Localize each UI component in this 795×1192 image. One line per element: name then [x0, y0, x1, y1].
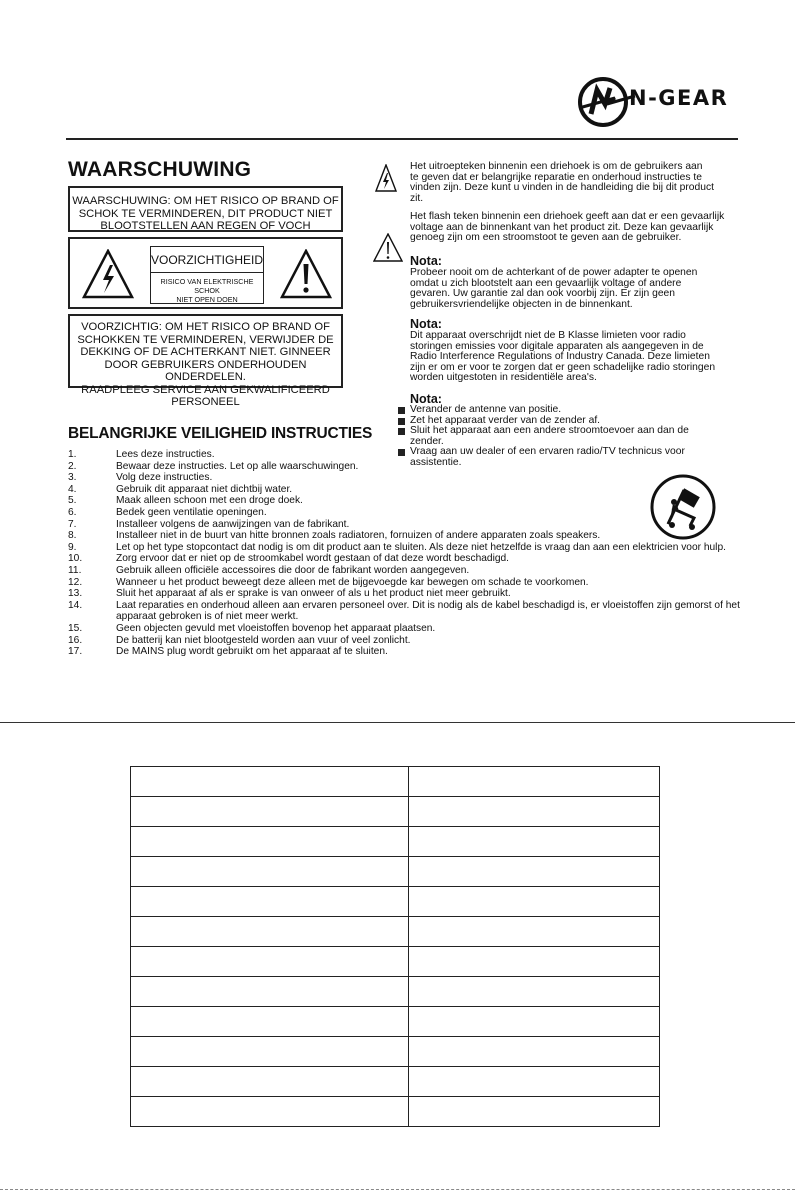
item-text: Gebruik alleen officiële accessoires die door de fabrikant worden aangegeven.	[116, 564, 470, 576]
table-cell	[409, 887, 660, 917]
table-row	[131, 1007, 660, 1037]
caution-title: VOORZICHTIGHEID	[151, 247, 263, 273]
item-text: Installeer volgens de aanwijzingen van de fabrikant.	[116, 518, 350, 530]
list-item	[68, 507, 748, 519]
list-item	[68, 495, 748, 507]
table-cell	[409, 1007, 660, 1037]
item-number: 11.	[68, 564, 82, 576]
table-cell	[409, 1097, 660, 1127]
text-line: gevaren. Uw garantie zal dan ook voorbij zijn. Er zijn geen	[410, 288, 676, 300]
table-cell	[131, 767, 409, 797]
list-item	[68, 600, 748, 623]
item-number: 14.	[68, 599, 83, 611]
table-cell	[131, 827, 409, 857]
item-number: 16.	[68, 634, 83, 646]
list-item	[68, 519, 748, 531]
item-number: 12.	[68, 576, 83, 588]
text-line: Sluit het apparaat aan een andere stroomtoevoer aan dan de	[410, 425, 689, 437]
table-row	[131, 857, 660, 887]
text-line: Verander de antenne van positie.	[410, 404, 562, 415]
item-text: Bedek geen ventilatie openingen.	[116, 506, 267, 518]
table-cell	[409, 917, 660, 947]
table-cell	[131, 1037, 409, 1067]
warning-line: DOOR GEBRUIKERS ONDERHOUDEN ONDERDELEN.	[104, 358, 307, 383]
warning-box-symbols	[68, 237, 343, 309]
table-cell	[131, 917, 409, 947]
page-cut-line	[0, 1189, 795, 1190]
square-bullet-icon	[398, 407, 405, 414]
logo-text: N-GEAR	[629, 86, 729, 110]
text-line: Het uitroepteken binnenin een driehoek is om de gebruikers aan	[410, 161, 703, 172]
item-number: 4.	[68, 483, 77, 495]
warning-line: VOORZICHTIG: OM HET RISICO OP BRAND OF	[81, 321, 330, 333]
table-cell	[409, 1067, 660, 1097]
item-text: apparaat gebroken is of niet meer werkt.	[116, 611, 299, 623]
lightning-triangle-icon	[375, 164, 397, 192]
blank-table-body	[131, 767, 660, 1127]
exclamation-explanation	[410, 162, 744, 204]
warning-box-rain	[68, 186, 343, 232]
text-line: worden uitgestoten in residentiële area's.	[410, 372, 597, 384]
item-number: 2.	[68, 460, 77, 472]
item-text: Maak alleen schoon met een droge doek.	[116, 495, 303, 507]
lightning-triangle-icon	[82, 249, 134, 299]
table-cell	[131, 887, 409, 917]
table-row	[131, 977, 660, 1007]
table-cell	[409, 797, 660, 827]
table-cell	[409, 767, 660, 797]
text-line: omdat u zich blootstelt aan een gevaarlijk voltage of andere	[410, 277, 682, 289]
table-row	[131, 1037, 660, 1067]
list-item	[68, 553, 748, 565]
item-number: 5.	[68, 495, 77, 507]
warning-line: PERSONEEL	[171, 396, 240, 408]
table-cell	[409, 827, 660, 857]
text-line: Zet het apparaat verder van de zender af.	[410, 414, 601, 426]
table-row	[131, 947, 660, 977]
text-line: Vraag aan uw dealer of een ervaren radio/TV technicus voor	[410, 446, 685, 458]
item-number: 13.	[68, 588, 83, 600]
table-cell	[409, 947, 660, 977]
warning-title: WAARSCHUWING	[68, 158, 252, 181]
table-cell	[131, 857, 409, 887]
item-number: 6.	[68, 506, 77, 518]
section-divider	[0, 722, 795, 723]
text-line: zender.	[410, 435, 444, 447]
item-text: Bewaar deze instructies. Let op alle waarschuwingen.	[116, 460, 359, 472]
table-row	[131, 797, 660, 827]
nota-block	[410, 318, 744, 384]
item-text: Lees deze instructies.	[116, 449, 215, 460]
warning-line: BLOOTSTELLEN AAN REGEN OF VOCH	[100, 220, 311, 232]
item-text: Laat reparaties en onderhoud alleen aan ervaren personeel over. Dit is nodig als de kabel beschadigd is, er vloeistoffen zijn gemorst of het	[116, 599, 740, 611]
blank-table	[130, 766, 660, 1127]
warning-line: WAARSCHUWING: OM HET RISICO OP BRAND OF	[72, 195, 339, 207]
text-line: vinden zijn. Deze kunt u vinden in de handleiding die bij dit product	[410, 182, 714, 194]
exclamation-triangle-icon	[280, 249, 332, 299]
warning-line: RAADPLEEG SERVICE AAN GEKWALIFICEERD	[81, 383, 330, 396]
list-item	[68, 577, 748, 589]
list-item	[397, 426, 737, 447]
square-bullet-icon	[398, 428, 405, 435]
text-line: zit.	[410, 192, 424, 204]
table-cell	[131, 797, 409, 827]
item-text: Volg deze instructies.	[116, 472, 213, 484]
item-number: 15.	[68, 622, 83, 634]
list-item	[68, 635, 748, 647]
table-row	[131, 827, 660, 857]
caution-subtitle	[151, 277, 263, 304]
text-line: Dit apparaat overschrijdt niet de B Klasse limieten voor radio	[410, 330, 686, 341]
item-number: 1.	[68, 449, 77, 460]
text-line: Radio Interference Regulations of Industry Canada. Deze limieten	[410, 351, 710, 363]
text-line: assistentie.	[410, 456, 462, 468]
table-cell	[409, 977, 660, 1007]
warning-box-cover	[68, 314, 343, 408]
item-text: De MAINS plug wordt gebruikt om het apparaat af te sluiten.	[116, 646, 388, 658]
list-item	[68, 588, 748, 600]
text-line: Probeer nooit om de achterkant of de power adapter te openen	[410, 267, 698, 278]
text-line: gebruikersvriendelijke objecten in de binnenkant.	[410, 298, 633, 310]
table-cell	[409, 857, 660, 887]
table-cell	[131, 1007, 409, 1037]
item-number: 8.	[68, 530, 77, 542]
item-number: 17.	[68, 646, 83, 658]
item-text: Installeer niet in de buurt van hitte bronnen zoals radiatoren, fornuizen of andere apparaten zoals speakers.	[116, 530, 601, 542]
table-row	[131, 887, 660, 917]
list-item	[68, 646, 748, 658]
warning-line: SCHOKKEN TE VERMINDEREN, VERWIJDER DE	[77, 333, 334, 346]
text-line: te geven dat er belangrijke reparatie en onderhoud instructies te	[410, 171, 702, 183]
safety-title: BELANGRIJKE VEILIGHEID INSTRUCTIES	[68, 425, 373, 442]
top-divider	[66, 138, 738, 140]
list-item	[68, 472, 748, 484]
list-item	[68, 623, 748, 635]
exclamation-triangle-icon	[373, 233, 403, 263]
table-cell	[409, 1037, 660, 1067]
item-text: Sluit het apparaat af als er sprake is van onweer of als u het product niet meer gebruikt.	[116, 588, 511, 600]
item-text: Let op het type stopcontact dat nodig is om dit product aan te sluiten. Als deze niet hetzelfde is vraag dan aan een elektricien voor hulp.	[116, 541, 726, 553]
n-gear-logo	[575, 74, 745, 130]
table-row	[131, 1067, 660, 1097]
square-bullet-icon	[398, 418, 405, 425]
item-text: Wanneer u het product beweegt deze alleen met de bijgevoegde kar bewegen om schade te voorkomen.	[116, 576, 589, 588]
list-item	[68, 530, 748, 542]
table-row	[131, 1097, 660, 1127]
table-cell	[131, 1097, 409, 1127]
text-line: storingen emissies voor digitale apparaten als aangegeven in de	[410, 340, 704, 352]
text-line: zijn er om er voor te zorgen dat er geen schadelijke radio storingen	[410, 361, 716, 373]
list-item	[68, 446, 748, 461]
nota-title: Nota:	[410, 392, 442, 406]
item-number: 7.	[68, 518, 77, 530]
table-cell	[131, 977, 409, 1007]
table-row	[131, 917, 660, 947]
warning-line: DEKKING OF DE ACHTERKANT NIET. GINNEER	[80, 346, 331, 358]
item-text: Zorg ervoor dat er niet op de stroomkabel wordt gestaan of dat deze wordt beschadigd.	[116, 553, 510, 565]
table-row	[131, 767, 660, 797]
flash-explanation	[410, 212, 744, 244]
item-number: 3.	[68, 472, 77, 484]
caution-sub-line: RISICO VAN ELEKTRISCHE SCHOK	[160, 277, 254, 295]
table-cell	[131, 947, 409, 977]
item-text: Gebruik dit apparaat niet dichtbij water.	[116, 483, 293, 495]
text-line: voltage aan de binnenkant van het product zit. Deze kan gevaarlijk	[410, 221, 714, 233]
safety-instructions-list	[68, 446, 748, 658]
list-item	[68, 484, 748, 496]
nota-title: Nota:	[410, 317, 442, 331]
table-cell	[131, 1067, 409, 1097]
nota-title: Nota:	[410, 254, 442, 268]
caution-label	[150, 246, 264, 304]
warning-line: SCHOK TE VERMINDEREN, DIT PRODUCT NIET	[78, 207, 333, 220]
caution-sub-line: NIET OPEN DOEN	[176, 295, 238, 304]
n-gear-emblem-icon	[575, 74, 637, 130]
item-text: Geen objecten gevuld met vloeistoffen bovenop het apparaat plaatsen.	[116, 622, 436, 634]
text-line: genoeg zijn om een stroomstoot te geven aan de gebruiker.	[410, 232, 682, 244]
text-line: Het flash teken binnenin een driehoek geeft aan dat er een gevaarlijk	[410, 211, 725, 222]
list-item	[68, 542, 748, 554]
list-item	[68, 565, 748, 577]
item-number: 9.	[68, 541, 77, 553]
item-text: De batterij kan niet blootgesteld worden aan vuur of veel zonlicht.	[116, 634, 411, 646]
list-item	[397, 405, 737, 416]
list-item	[68, 461, 748, 473]
item-number: 10.	[68, 553, 83, 565]
nota-block	[410, 255, 744, 310]
